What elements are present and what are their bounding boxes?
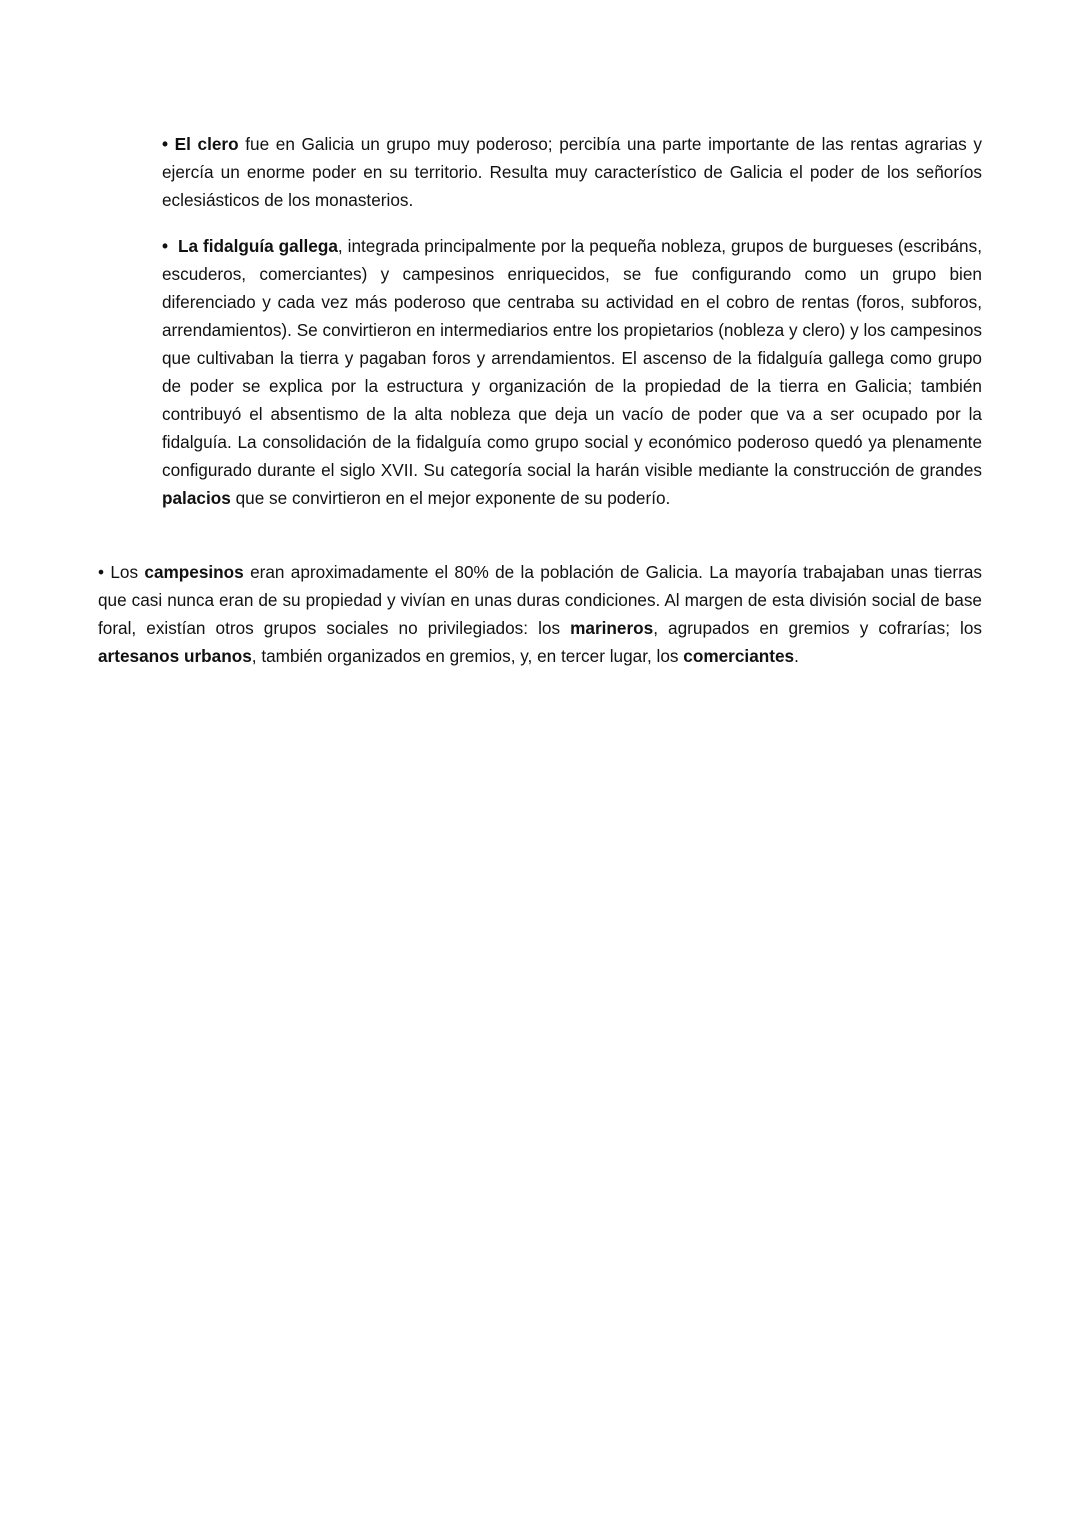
text-campesinos-2: , agrupados en gremios y cofrarías; los — [653, 618, 983, 638]
paragraph-fidalguia — [162, 232, 982, 512]
text-fidalguia-1: , integrada principalmente por la pequeña nobleza, grupos de burgueses (escribáns, escuderos, comerciantes) y campesinos enriquecidos, se fue configurando como un grupo bien diferenciado y cada vez más poderoso que centraba su actividad en el cobro de rentas (foros, subforos, arrendamientos). Se convirtieron en intermediarios entre los propietarios (nobleza y clero) y los campesinos que cultivaban la tierra y pagaban foros y arrendamientos. El ascenso de la fidalguía gallega como grupo de poder se explica por la estructura y organización de la propiedad de la tierra en Galicia; también contribuyó el absentismo de la alta nobleza que deja un vacío de poder que va a ser ocupado por la fidalguía. La consolidación de la fidalguía como grupo social y económico poderoso quedó ya plenamente configurado durante el siglo XVII. Su categoría social la harán visible mediante la construcción de grandes — [162, 236, 982, 480]
bullet: • — [162, 134, 169, 154]
text-campesinos-4: . — [794, 646, 799, 666]
paragraph-clero — [162, 130, 982, 214]
term-campesinos: campesinos — [144, 562, 244, 582]
text-campesinos-lead: Los — [104, 562, 145, 582]
text-campesinos-3: , también organizados en gremios, y, en tercer lugar, los — [251, 646, 684, 666]
bullet: • — [98, 562, 105, 582]
term-fidalguia: La fidalguía gallega — [177, 236, 338, 256]
text-campesinos-1: eran aproximadamente el 80% de la población de Galicia. La mayoría trabajaban unas tierras que casi nunca eran de su propiedad y vivían en unas duras condiciones. Al margen de esta división social de base foral, existían otros grupos sociales no privilegiados: los — [98, 562, 982, 638]
term-marineros: marineros — [570, 618, 654, 638]
text-clero: fue en Galicia un grupo muy poderoso; percibía una parte importante de las rentas agrarias y ejercía un enorme poder en su territorio. Resulta muy característico de Galicia el poder de los señoríos eclesiásticos de los monasterios. — [162, 134, 982, 210]
text-fidalguia-2: que se convirtieron en el mejor exponente de su poderío. — [230, 488, 671, 508]
term-clero: El clero — [174, 134, 239, 154]
bullet: • — [162, 236, 169, 256]
paragraph-campesinos — [98, 558, 982, 670]
term-comerciantes: comerciantes — [683, 646, 795, 666]
term-palacios: palacios — [162, 488, 231, 508]
term-artesanos-urbanos: artesanos urbanos — [98, 646, 252, 666]
